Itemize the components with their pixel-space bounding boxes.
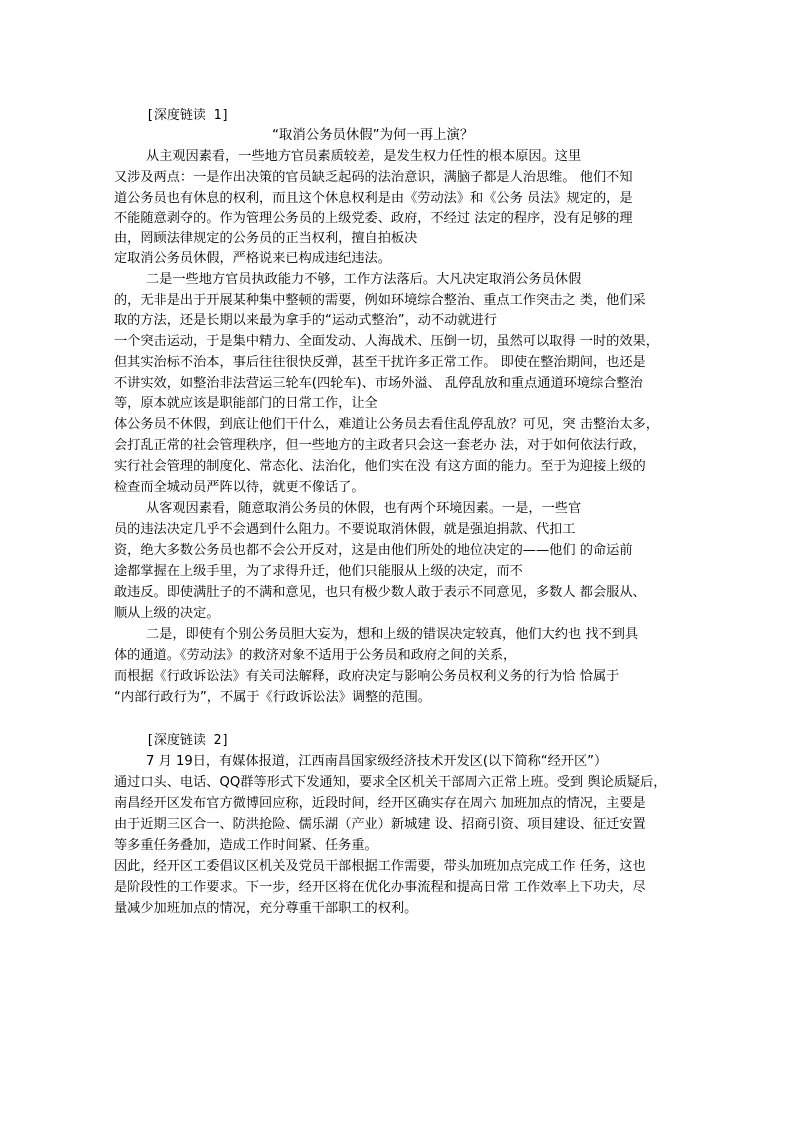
link2-label: [深度链读 2] <box>146 733 230 748</box>
link1-line: 二是，即使有个别公务员胆大妄为，想和上级的错误决定较真，他们大约也 找不到具 <box>146 627 639 642</box>
link1-line: 员的违法决定几乎不会遇到什么阻力。不要说取消休假，就是强迫捐款、代扣工 <box>114 522 576 537</box>
link1-line: 途都掌握在上级手里，为了求得升迁，他们只能服从上级的决定，而不 <box>114 564 523 579</box>
link1-line: 的，无非是出于开展某种集中整顿的需要，例如环境综合整治、重点工作突击之 类，他们采 <box>114 293 646 308</box>
link1-line: 由，罔顾法律规定的公务员的正当权利，擅自拍板决 <box>114 231 418 246</box>
link1-line: 体公务员不休假，到底让他们干什么，难道让公务员去看住乱停乱放？可见，突 击整治太多， <box>114 417 659 432</box>
link1-line: 检查而全城动员严阵以待，就更不像话了。 <box>114 480 365 495</box>
link1-line: 而根据《行政诉讼法》有关司法解释，政府决定与影响公务员权利义务的行为恰 恰属于 <box>114 669 620 684</box>
link1-line: 取的方法，还是长期以来最为拿手的“运动式整治”，动不动就进行 <box>114 313 497 328</box>
link1-line: 等，原本就应该是职能部门的日常工作，让全 <box>114 396 378 411</box>
link1-line: 二是一些地方官员执政能力不够，工作方法落后。大凡决定取消公务员休假 <box>146 272 582 287</box>
link1-line: 不能随意剥夺的。作为管理公务员的上级党委、政府，不经过 法定的程序，没有足够的理 <box>114 211 633 226</box>
link1-line: 从主观因素看，一些地方官员素质较差，是发生权力任性的根本原因。这里 <box>146 149 582 164</box>
link1-title: “取消公务员休假”为何一再上演？ <box>272 128 474 143</box>
link2-line: 等多重任务叠加，造成工作时间紧、任务重。 <box>114 838 378 853</box>
link1-line: 又涉及两点：一是作出决策的官员缺乏起码的法治意识，满脑子都是人治思维。 他们不知 <box>114 170 633 185</box>
link2-line: 7 月 19日，有媒体报道，江西南昌国家级经济技术开发区(以下简称“经开区”） <box>146 754 608 769</box>
link1-label: [深度链读 1] <box>146 108 230 123</box>
link1-line: 道公务员也有休息的权利，而且这个休息权利是由《劳动法》和《公务 员法》规定的，是 <box>114 191 633 206</box>
link2-line: 量减少加班加点的情况，充分尊重干部职工的权利。 <box>114 901 418 916</box>
link1-line: 顺从上级的决定。 <box>114 606 220 621</box>
link2-line: 南昌经开区发布官方微博回应称，近段时间，经开区确实存在周六 加班加点的情况，主要是 <box>114 796 646 811</box>
link1-line: 体的通道。《劳动法》的救济对象不适用于公务员和政府之间的关系， <box>114 648 517 663</box>
link1-line: 不讲实效，如整治非法营运三轮车(四轮车)、市场外溢、 乱停乱放和重点通道环境综合整治 <box>114 376 643 391</box>
link1-line: “内部行政行为”，不属于《行政诉讼法》调整的范围。 <box>114 690 431 705</box>
link1-line: 但其实治标不治本，事后往往很快反弹，甚至干扰许多正常工作。 即使在整治期间，也还是 <box>114 355 646 370</box>
link2-line: 通过口头、电话、QQ群等形式下发通知，要求全区机关干部周六正常上班。受到 舆论质疑后， <box>114 775 667 790</box>
link1-line: 敢违反。即使满肚子的不满和意见，也只有极少数人敢于表示不同意见，多数人 都会服从、 <box>114 585 646 600</box>
link1-line: 定取消公务员休假，严格说来已构成违纪违法。 <box>114 251 391 266</box>
link2-line: 因此，经开区工委倡议区机关及党员干部根据工作需要，带头加班加点完成工作 任务，这也 <box>114 859 646 874</box>
link2-line: 是阶段性的工作要求。下一步，经开区将在优化办事流程和提高日常 工作效率上下功夫，尽 <box>114 880 646 895</box>
link1-line: 实行社会管理的制度化、常态化、法治化，他们实在没 有这方面的能力。至于为迎接上级的 <box>114 459 646 474</box>
link1-line: 会打乱正常的社会管理秩序，但一些地方的主政者只会这一套老办 法，对于如何依法行政， <box>114 438 646 453</box>
link1-line: 一个突击运动，于是集中精力、全面发动、人海战术、压倒一切，虽然可以取得 一时的效果， <box>114 334 659 349</box>
link2-line: 由于近期三区合一、防洪抢险、儒乐湖（产业）新城建 设、招商引资、项目建设、征迁安置 <box>114 817 646 832</box>
link1-line: 资，绝大多数公务员也都不会公开反对，这是由他们所处的地位决定的——他们 的命运前 <box>114 543 633 558</box>
link1-line: 从客观因素看，随意取消公务员的休假，也有两个环境因素。一是，一些官 <box>146 501 582 516</box>
